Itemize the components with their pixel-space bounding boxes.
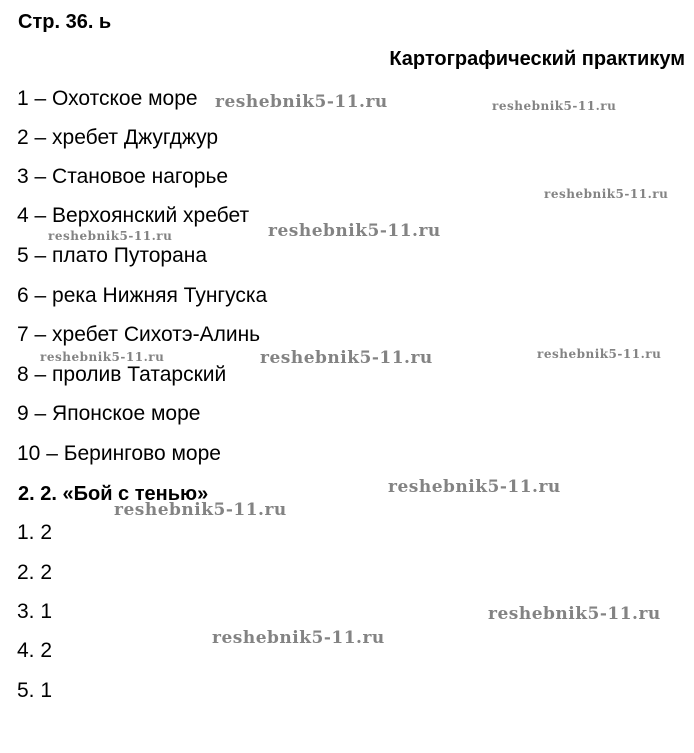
- list-item: 5 – плато Путорана: [17, 244, 208, 267]
- watermark: reshebnik5-11.ru: [212, 628, 385, 648]
- answer-item: 3. 1: [17, 600, 53, 623]
- watermark: reshebnik5-11.ru: [544, 187, 669, 201]
- list-item: 7 – хребет Сихотэ-Алинь: [17, 323, 261, 346]
- list-item: 6 – река Нижняя Тунгуска: [17, 284, 268, 307]
- answer-item: 1. 2: [17, 521, 53, 544]
- list-item: 9 – Японское море: [17, 402, 201, 425]
- watermark: reshebnik5-11.ru: [268, 221, 441, 241]
- answer-item: 2. 2: [17, 561, 53, 584]
- list-item: 8 – пролив Татарский: [17, 363, 227, 386]
- watermark: reshebnik5-11.ru: [488, 604, 661, 624]
- list-item: 4 – Верхоянский хребет: [17, 204, 250, 227]
- list-item: 10 – Берингово море: [17, 442, 221, 465]
- watermark: reshebnik5-11.ru: [40, 350, 165, 364]
- section-title: Картографический практикум: [389, 48, 685, 70]
- watermark: reshebnik5-11.ru: [388, 477, 561, 497]
- list-item: 2 – хребет Джугджур: [17, 126, 219, 149]
- watermark: reshebnik5-11.ru: [215, 92, 388, 112]
- watermark: reshebnik5-11.ru: [537, 347, 662, 361]
- answer-item: 4. 2: [17, 639, 53, 662]
- watermark: reshebnik5-11.ru: [492, 99, 617, 113]
- list-item: 3 – Становое нагорье: [17, 165, 229, 188]
- answer-item: 5. 1: [17, 679, 53, 702]
- list-item: 1 – Охотское море: [17, 87, 198, 110]
- page-header: Стр. 36. ь: [18, 11, 112, 33]
- watermark: reshebnik5-11.ru: [48, 229, 173, 243]
- watermark: reshebnik5-11.ru: [260, 348, 433, 368]
- quiz-heading: 2. 2. «Бой с тенью»: [18, 483, 209, 505]
- watermark: reshebnik5-11.ru: [114, 500, 287, 520]
